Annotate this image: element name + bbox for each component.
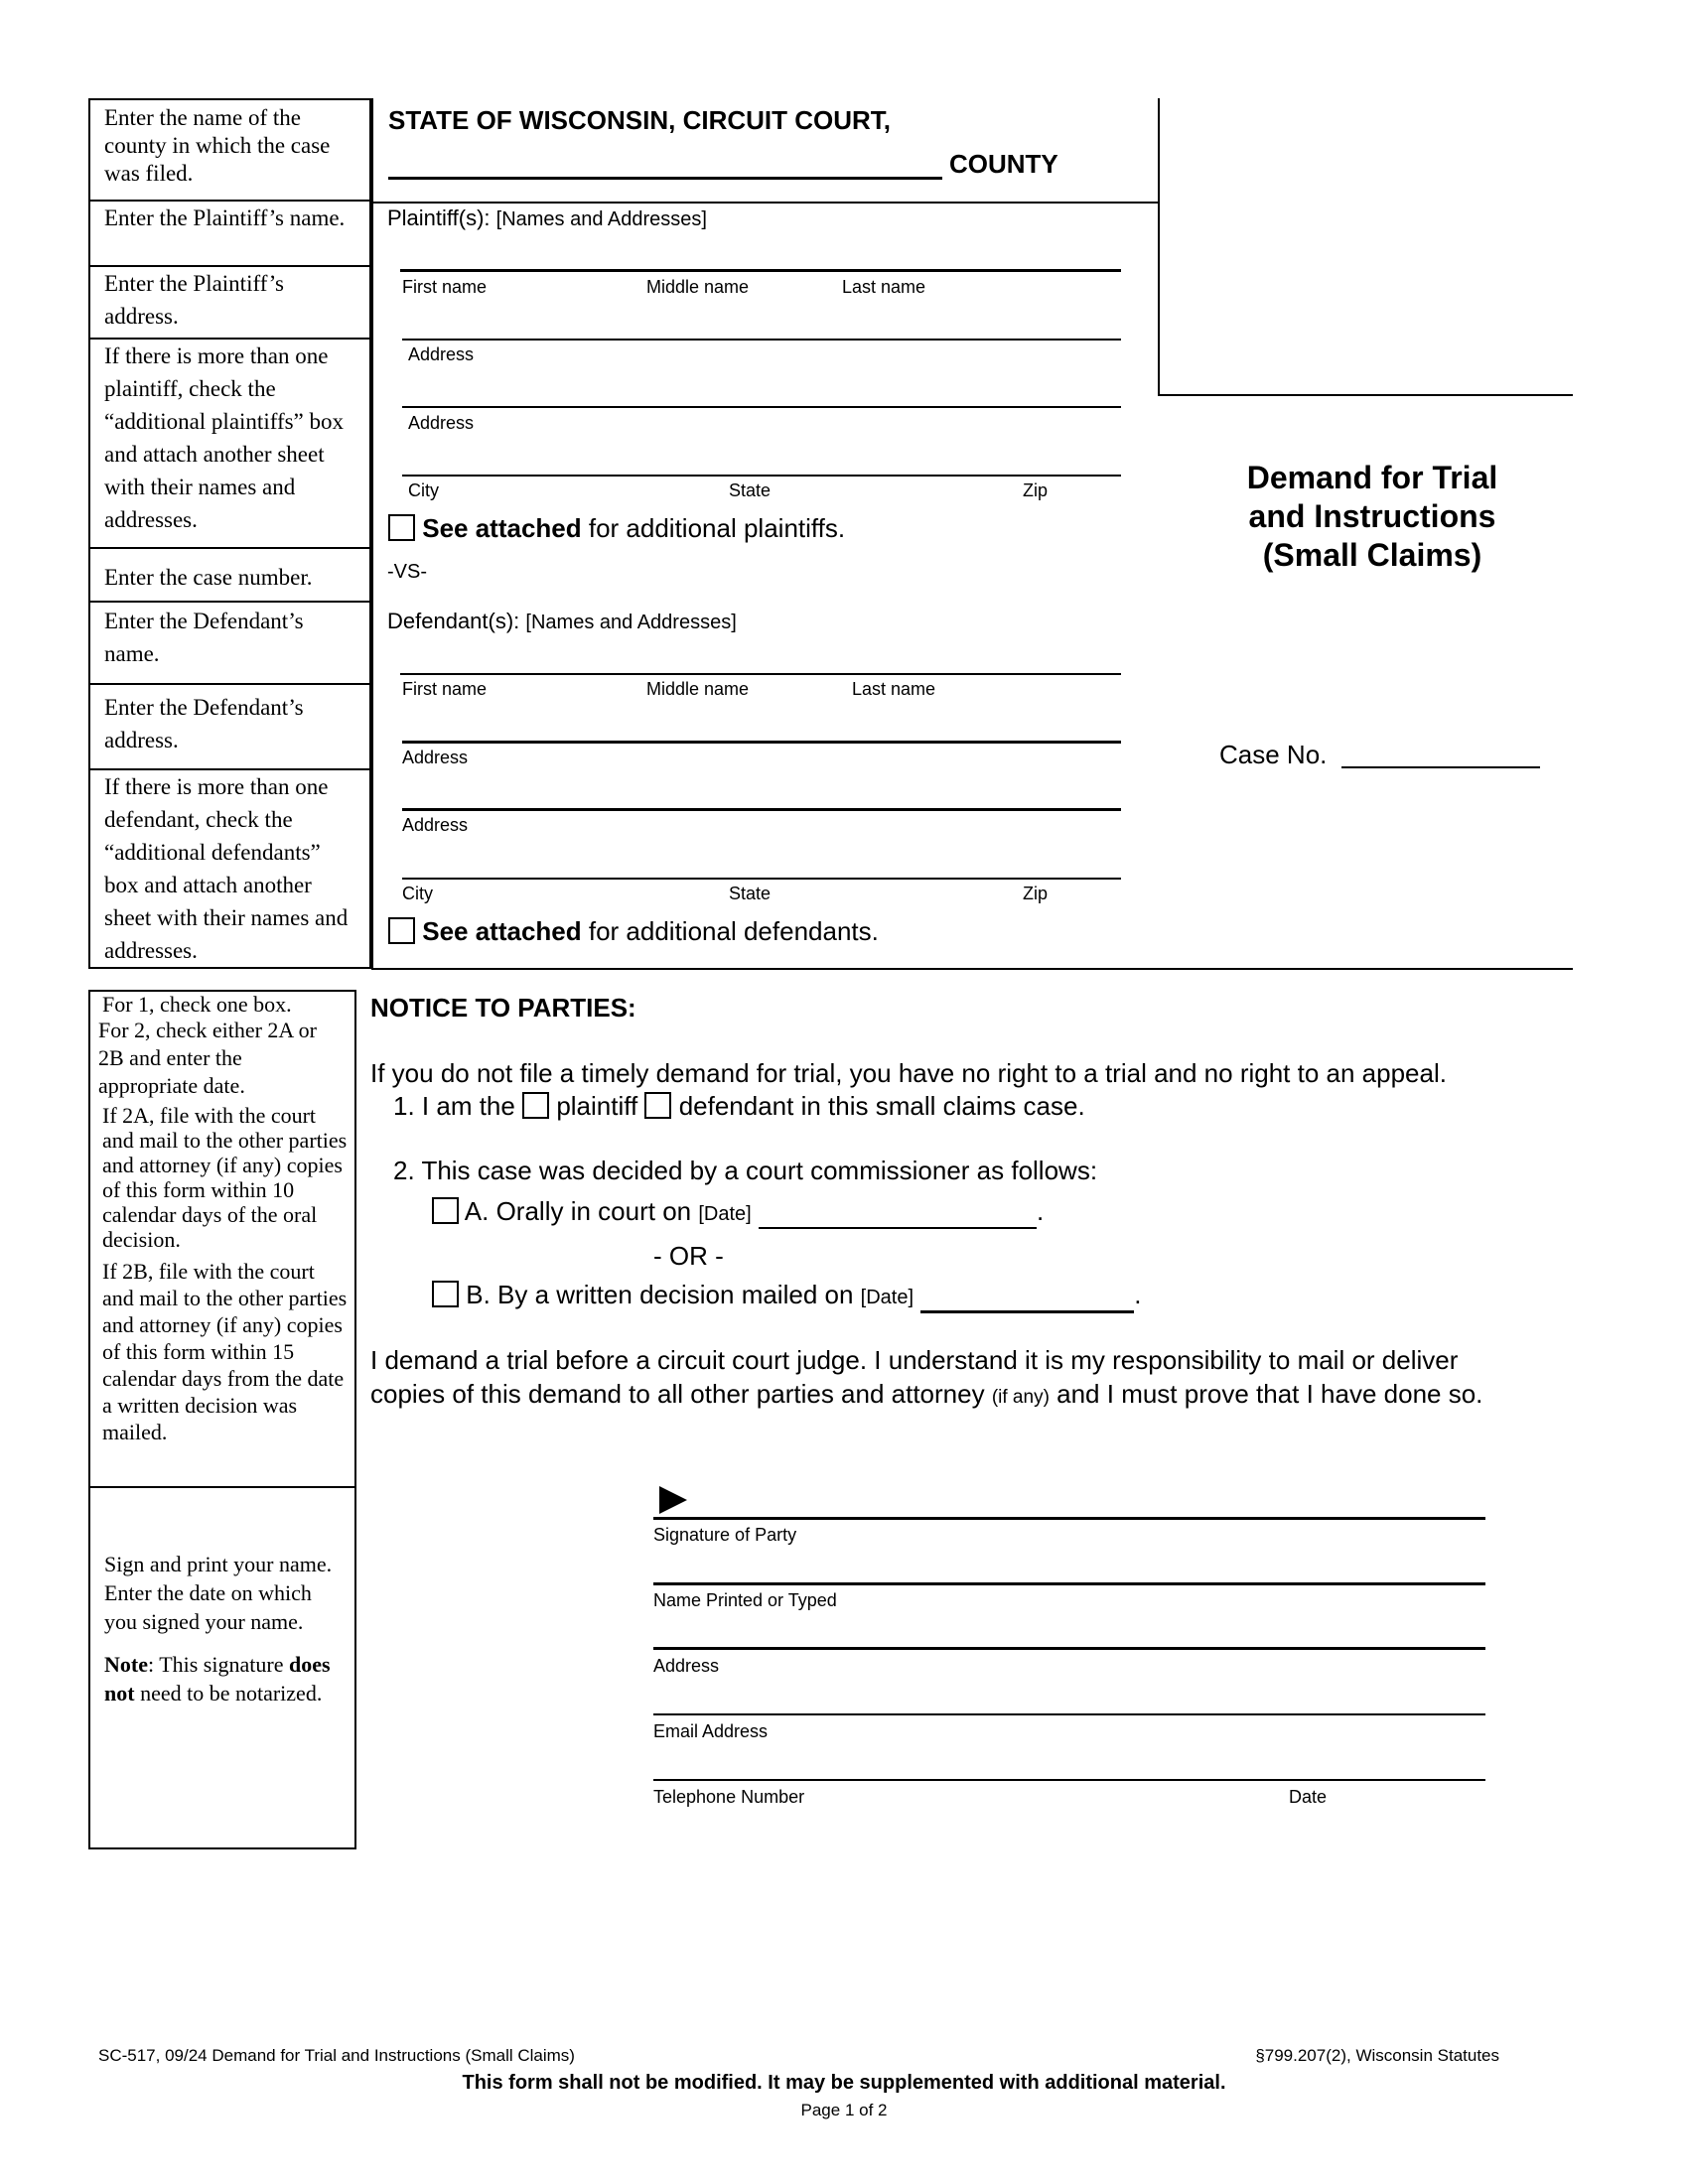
plaintiff-heading: Plaintiff(s): [Names and Addresses] xyxy=(387,205,707,230)
first-name-label: First name xyxy=(402,277,488,297)
address-label: Address xyxy=(408,413,475,433)
additional-defendants-checkbox[interactable] xyxy=(388,917,415,944)
oral-date-input-line[interactable] xyxy=(759,1196,1037,1229)
middle-name-label: Middle name xyxy=(646,679,750,699)
case-number-label: Case No. xyxy=(1219,740,1328,769)
form-title: Demand for Trial and Instructions (Small Claims) xyxy=(1246,460,1498,573)
additional-plaintiffs-checkbox-row[interactable]: See attached for additional plaintiffs. xyxy=(388,513,845,544)
city-label: City xyxy=(402,884,433,903)
written-date-input-line[interactable] xyxy=(920,1280,1134,1313)
name-label: Name Printed or Typed xyxy=(653,1590,837,1610)
option-b-checkbox[interactable] xyxy=(432,1281,459,1307)
defendant-name-line[interactable] xyxy=(400,673,1121,675)
case-number-input-line[interactable] xyxy=(1341,766,1540,768)
sign-here-arrow-icon xyxy=(659,1486,687,1514)
instruction-additional-plaintiffs: If there is more than one plaintiff, check the “additional plaintiffs” box and attach another sheet with their names and addresses. xyxy=(88,340,371,549)
name-line[interactable] xyxy=(653,1582,1485,1585)
signature-label: Signature of Party xyxy=(653,1525,797,1545)
instruction-notice-box: For 1, check one box. For 2, check either 2A or 2B and enter the appropriate date. If 2A, file with the court and mail to the other parties and attorney (if any) copies of this form within 10 calendar days of the oral decision. If 2B, file with the court and mail to the other parties and attorney (if any) copies of this form within 15 calendar days from the date a written decision was mailed. xyxy=(88,990,356,1488)
instruction-additional-defendants: If there is more than one defendant, check the “additional defendants” box and attach another sheet with their names and addresses. xyxy=(88,770,371,969)
defendant-address2-line[interactable] xyxy=(402,808,1121,811)
address-label: Address xyxy=(402,748,469,767)
city-label: City xyxy=(408,480,439,500)
address-label: Address xyxy=(408,344,475,364)
option-a: A. Orally in court on [Date] . xyxy=(432,1196,1044,1229)
middle-name-label: Middle name xyxy=(646,277,750,297)
instruction-county: Enter the name of the county in which the case was filed. xyxy=(88,98,371,202)
defendant-heading: Defendant(s): [Names and Addresses] xyxy=(387,609,737,633)
last-name-label: Last name xyxy=(852,679,936,699)
instruction-defendant-address: Enter the Defendant’s address. xyxy=(88,685,371,770)
county-input-line[interactable] xyxy=(388,177,942,180)
plaintiff-name-line[interactable] xyxy=(400,269,1121,272)
date-label: Date xyxy=(1289,1787,1328,1807)
address-label: Address xyxy=(653,1656,720,1676)
address-label: Address xyxy=(402,815,469,835)
email-label: Email Address xyxy=(653,1721,769,1741)
plaintiff-address-line[interactable] xyxy=(402,339,1121,341)
demand-statement: I demand a trial before a circuit court judge. I understand it is my responsibility to mail or deliver copies of this demand to all other parties and attorney (if any) and I must prove that I have done so. xyxy=(370,1345,1483,1409)
item-2: 2. This case was decided by a court commissioner as follows: xyxy=(393,1156,1098,1185)
option-a-checkbox[interactable] xyxy=(432,1197,459,1224)
state-label: State xyxy=(729,884,772,903)
caption-divider xyxy=(1158,98,1160,396)
instruction-plaintiff-address: Enter the Plaintiff’s address. xyxy=(88,267,371,340)
zip-label: Zip xyxy=(1023,480,1049,500)
or-separator: - OR - xyxy=(653,1241,724,1271)
option-b: B. By a written decision mailed on [Date] . xyxy=(432,1280,1142,1313)
instruction-defendant-name: Enter the Defendant’s name. xyxy=(88,603,371,685)
header-divider xyxy=(371,202,1159,204)
plaintiff-checkbox[interactable] xyxy=(522,1092,549,1119)
plaintiff-city-line[interactable] xyxy=(402,475,1121,477)
state-label: State xyxy=(729,480,772,500)
plaintiff-address2-line[interactable] xyxy=(402,406,1121,408)
form-id: SC-517, 09/24 Demand for Trial and Instructions (Small Claims) xyxy=(98,2046,575,2065)
instruction-plaintiff-name: Enter the Plaintiff’s name. xyxy=(88,202,371,267)
notice-warning: If you do not file a timely demand for trial, you have no right to a trial and no right to an appeal. xyxy=(370,1058,1447,1088)
court-heading: STATE OF WISCONSIN, CIRCUIT COURT, xyxy=(388,105,892,135)
instruction-signature-box: Sign and print your name. Enter the date on which you signed your name. Note: This signature does not need to be notarized. xyxy=(88,1486,356,1849)
instruction-case-number: Enter the case number. xyxy=(88,549,371,603)
additional-plaintiffs-checkbox[interactable] xyxy=(388,514,415,541)
versus-label: -VS- xyxy=(387,561,427,583)
defendant-address-line[interactable] xyxy=(402,741,1121,744)
statute-reference: §799.207(2), Wisconsin Statutes xyxy=(1255,2046,1499,2065)
last-name-label: Last name xyxy=(842,277,926,297)
defendant-city-line[interactable] xyxy=(402,878,1121,880)
phone-label: Telephone Number xyxy=(653,1787,805,1807)
first-name-label: First name xyxy=(402,679,488,699)
zip-label: Zip xyxy=(1023,884,1049,903)
additional-defendants-checkbox-row[interactable]: See attached for additional defendants. xyxy=(388,916,879,947)
signature-line[interactable] xyxy=(653,1517,1485,1520)
defendant-checkbox[interactable] xyxy=(644,1092,671,1119)
item-1: 1. I am the plaintiff defendant in this small claims case. xyxy=(393,1091,1085,1121)
notice-heading: NOTICE TO PARTIES: xyxy=(370,993,636,1023)
modification-notice: This form shall not be modified. It may be supplemented with additional material. xyxy=(462,2072,1226,2094)
page-number: Page 1 of 2 xyxy=(800,2101,888,2119)
address-line[interactable] xyxy=(653,1647,1485,1650)
email-line[interactable] xyxy=(653,1713,1485,1715)
county-label: COUNTY xyxy=(949,149,1058,179)
phone-date-line[interactable] xyxy=(653,1779,1485,1781)
